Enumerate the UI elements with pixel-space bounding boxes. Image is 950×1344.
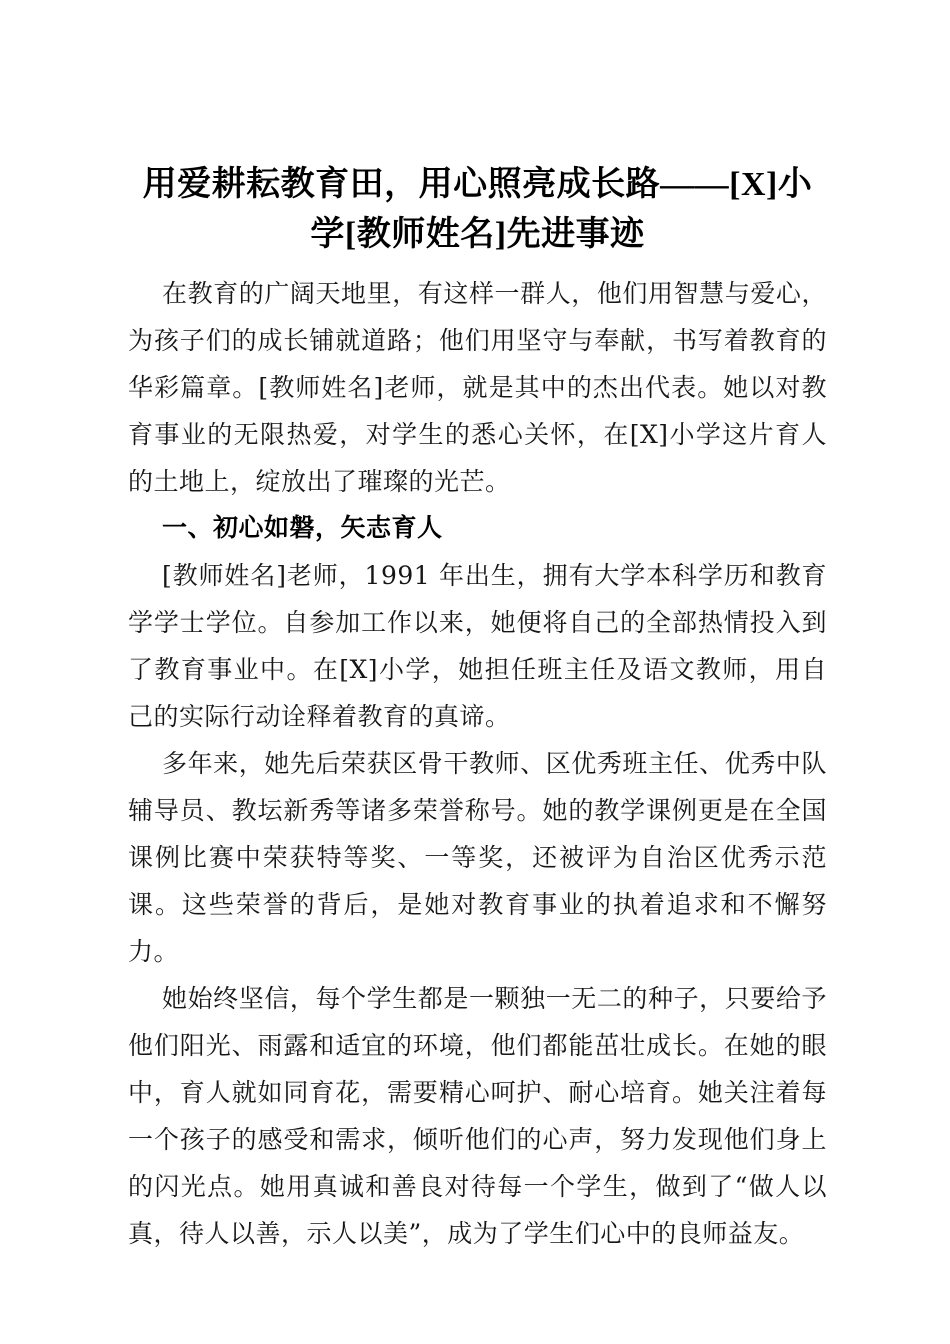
section-heading-1: 一、初心如磐，矢志育人 (162, 514, 443, 542)
paragraph-section1-3: 她始终坚信，每个学生都是一颗独一无二的种子，只要给予他们阳光、雨露和适宜的环境，他们都能茁壮成长。在她的眼中，育人就如同育花，需要精心呵护、耐心培育。她关注着每一个孩子的感受和需求，倾听他们的心声，努力发现他们身上的闪光点。她用真诚和善良对待每一个学生，做到了“做人以真，待人以善，示人以美”，成为了学生们心中的良师益友。 (128, 984, 827, 1248)
paragraph-intro: 在教育的广阔天地里，有这样一群人，他们用智慧与爱心，为孩子们的成长铺就道路；他们用坚守与奉献，书写着教育的华彩篇章。[教师姓名]老师，就是其中的杰出代表。她以对教育事业的无限热爱，对学生的悉心关怀，在[X]小学这片育人的土地上，绽放出了璀璨的光芒。 (128, 279, 827, 496)
document-title: 用爱耕耘教育田，用心照亮成长路——[X]小学[教师姓名]先进事迹 (142, 166, 813, 253)
paragraph-section1-1: [教师姓名]老师，1991 年出生，拥有大学本科学历和教育学学士学位。自参加工作以来，她便将自己的全部热情投入到了教育事业中。在[X]小学，她担任班主任及语文教师，用自己的实际行动诠释着教育的真谛。 (128, 561, 827, 731)
paragraph-section1-2: 多年来，她先后荣获区骨干教师、区优秀班主任、优秀中队辅导员、教坛新秀等诸多荣誉称号。她的教学课例更是在全国课例比赛中荣获特等奖、一等奖，还被评为自治区优秀示范课。这些荣誉的背后，是她对教育事业的执着追求和不懈努力。 (128, 749, 827, 966)
